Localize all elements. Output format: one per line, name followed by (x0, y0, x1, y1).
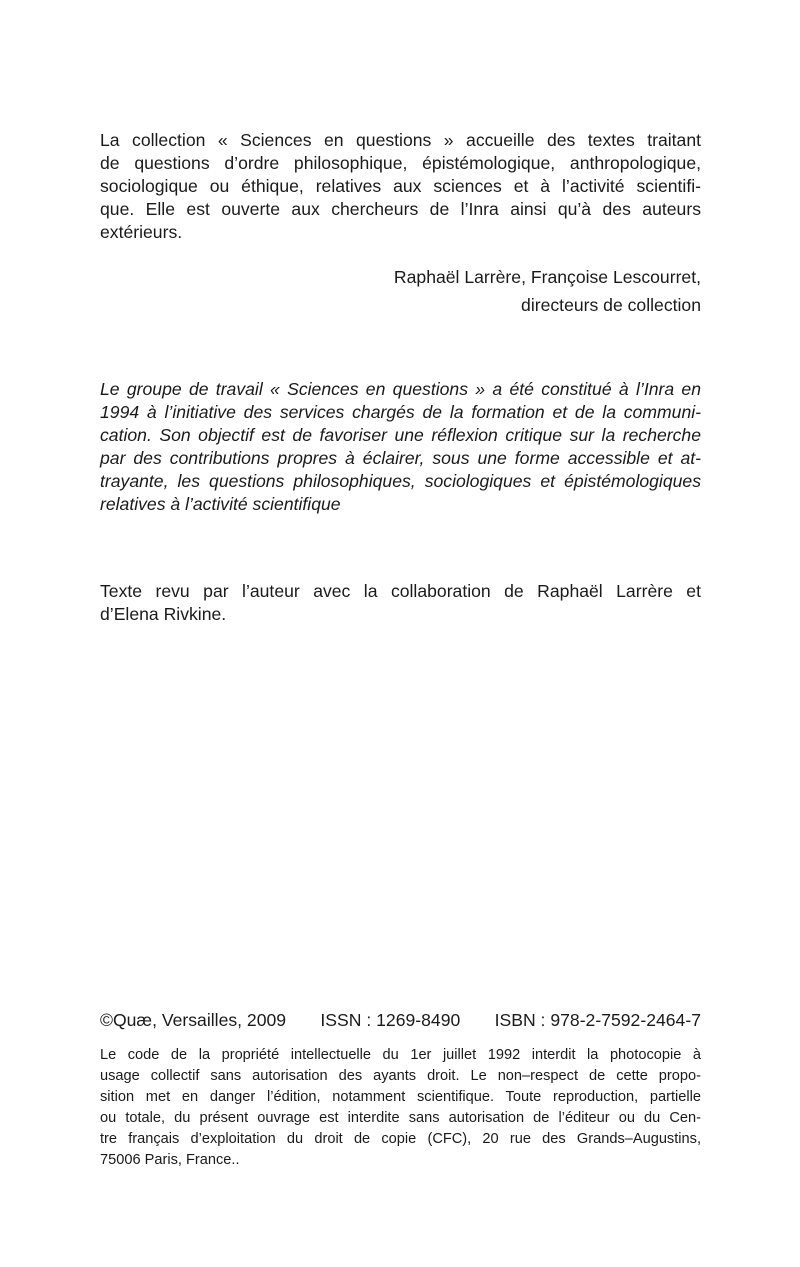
working-group-description (100, 378, 701, 516)
revision-note-line: Texte revu par l’auteur avec la collaboration de Raphaël Larrère et (100, 581, 701, 601)
working-group-line: 1994 à l’initiative des services chargés de la formation et de la communi- (100, 402, 701, 422)
directors-names: Raphaël Larrère, Françoise Lescourret, (393, 267, 701, 287)
copyright-page (100, 0, 701, 1267)
collection-description-line: de questions d’ordre philosophique, épistémologique, anthropologique, (100, 153, 701, 173)
collection-directors-signature (100, 263, 701, 319)
collection-description (100, 129, 701, 244)
legal-notice-line: tre français d’exploitation du droit de copie (CFC), 20 rue des Grands–Augustins, (100, 1131, 701, 1147)
isbn-number: ISBN : 978-2-7592-2464-7 (494, 1010, 701, 1030)
revision-note-line: d’Elena Rivkine. (100, 604, 227, 624)
legal-notice-line: usage collectif sans autorisation des ayants droit. Le non–respect de cette propo- (100, 1068, 701, 1084)
revision-note (100, 580, 701, 626)
working-group-line: cation. Son objectif est de favoriser une réflexion critique sur la recherche (100, 425, 701, 445)
collection-description-line: extérieurs. (100, 222, 183, 242)
collection-description-line: La collection « Sciences en questions » accueille des textes traitant (100, 130, 701, 150)
issn-number: ISSN : 1269-8490 (320, 1010, 461, 1030)
working-group-line: trayante, les questions philosophiques, sociologiques et épistémologiques (100, 471, 701, 491)
imprint-line (100, 1009, 701, 1031)
working-group-line: relatives à l’activité scientifique (100, 494, 341, 514)
legal-notice-line: sition met en danger l’édition, notamment scientifique. Toute reproduction, partielle (100, 1089, 701, 1105)
legal-notice-line: ou totale, du présent ouvrage est interdite sans autorisation de l’éditeur ou du Cen- (100, 1110, 701, 1126)
legal-notice-line: 75006 Paris, France.. (100, 1152, 240, 1168)
collection-description-line: sociologique ou éthique, relatives aux sciences et à l’activité scientifi- (100, 176, 701, 196)
collection-description-line: que. Elle est ouverte aux chercheurs de l’Inra ainsi qu’à des auteurs (100, 199, 701, 219)
legal-notice-line: Le code de la propriété intellectuelle du 1er juillet 1992 interdit la photocopie à (100, 1047, 701, 1063)
legal-notice (100, 1045, 701, 1171)
copyright-notice: ©Quæ, Versailles, 2009 (100, 1010, 287, 1030)
working-group-line: par des contributions propres à éclairer, sous une forme accessible et at- (100, 448, 701, 468)
working-group-line: Le groupe de travail « Sciences en questions » a été constitué à l’Inra en (100, 379, 701, 399)
directors-role: directeurs de collection (521, 295, 701, 315)
